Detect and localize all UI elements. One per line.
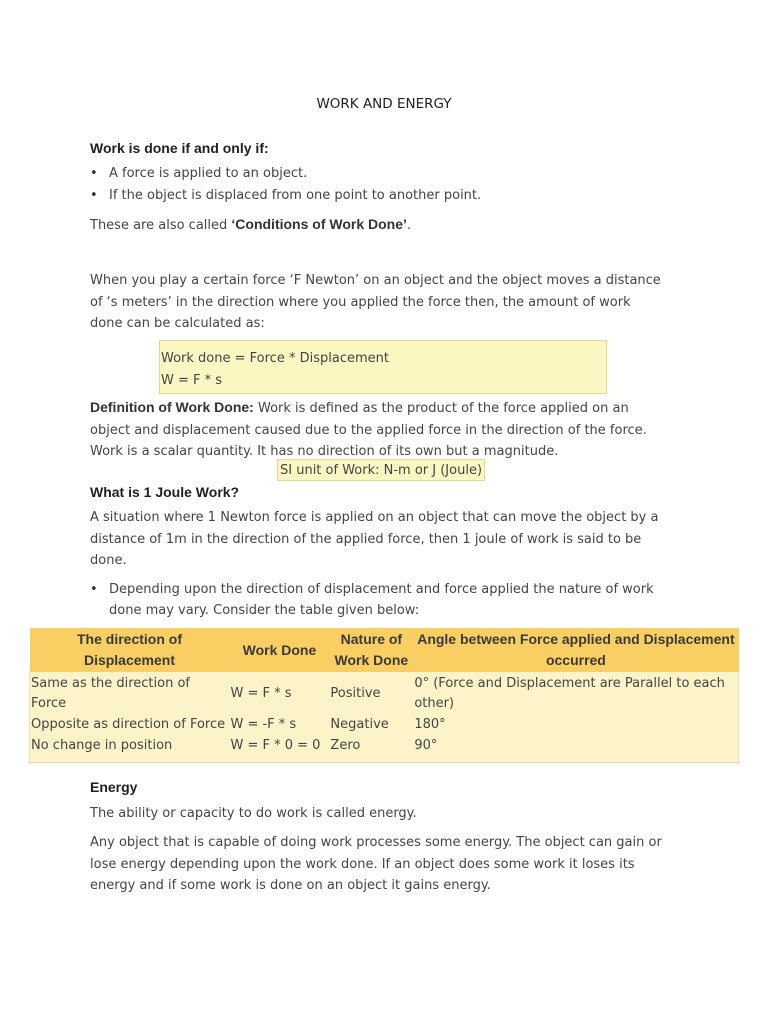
paragraph-line: of ‘s meters’ in the direction where you applied the force then, the amount of work [90, 294, 631, 310]
list-item [90, 579, 730, 621]
cell-nature: Negative [329, 715, 413, 736]
paragraph-line: When you play a certain force ‘F Newton’ on an object and the object moves a distance [90, 273, 661, 288]
cell-angle: 180° [413, 715, 738, 736]
energy-heading: Energy [90, 779, 138, 795]
work-conditions-list [90, 163, 730, 207]
formula-line-2: W = F * s [161, 373, 223, 388]
header-work-done: Work Done [229, 628, 329, 672]
joule-paragraph [90, 507, 658, 572]
cell-direction: Same as the direction of Force [30, 672, 230, 715]
page-title: WORK AND ENERGY [316, 96, 452, 112]
intro-paragraph [90, 270, 661, 335]
definition-line-2: object and displacement caused due to the applied force in the direction of the force. [90, 422, 647, 438]
definition-paragraph [90, 397, 647, 463]
definition-line-1 [90, 397, 647, 420]
energy-definition: The ability or capacity to do work is called energy. [90, 806, 417, 821]
definition-line-3: Work is a scalar quantity. It has no direction of its own but a magnitude. [90, 444, 559, 459]
joule-heading: What is 1 Joule Work? [90, 484, 240, 500]
cell-nature: Positive [329, 672, 413, 715]
paragraph-line: energy and if some work is done on an object it gains energy. [90, 878, 491, 893]
definition-label: Definition of Work Done: [90, 399, 254, 415]
table-row [30, 736, 739, 763]
paragraph-line: lose energy depending upon the work done. If an object does some work it loses its [90, 856, 635, 872]
si-unit-box: SI unit of Work: N-m or J (Joule) [277, 459, 485, 481]
paragraph-line: distance of 1m in the direction of the applied force, then 1 joule of work is said to be [90, 531, 642, 547]
cell-direction: No change in position [30, 736, 230, 763]
work-done-heading: Work is done if and only if: [90, 140, 269, 156]
table-header-row [30, 628, 739, 672]
table-intro-list [90, 579, 730, 621]
conditions-suffix: . [406, 218, 412, 233]
paragraph-line: done. [90, 553, 127, 568]
paragraph-line: A situation where 1 Newton force is applied on an object that can move the object by a [90, 510, 659, 525]
header-direction: The direction of Displacement [30, 628, 230, 672]
table-row [30, 715, 739, 736]
formula-line-1: Work done = Force * Displacement [161, 351, 389, 366]
table-row [30, 672, 739, 715]
paragraph-line: Any object that is capable of doing work processes some energy. The object can gain or [90, 835, 662, 850]
cell-work-done: W = F * 0 = 0 [229, 736, 329, 763]
paragraph-line: done can be calculated as: [90, 316, 265, 331]
cell-angle: 90° [413, 736, 738, 763]
bullet-line: done may vary. Consider the table given below: [109, 603, 420, 618]
conditions-strong: ‘Conditions of Work Done’ [231, 216, 407, 232]
conditions-prefix: These are also called [90, 218, 232, 233]
work-done-table [29, 628, 739, 763]
header-nature: Nature of Work Done [329, 628, 413, 672]
list-item: • If the object is displaced from one point to another point. [90, 185, 730, 207]
cell-work-done: W = F * s [229, 672, 329, 715]
formula-box [159, 340, 607, 394]
cell-work-done: W = -F * s [229, 715, 329, 736]
energy-paragraph [90, 832, 662, 897]
definition-text: Work is defined as the product of the force applied on an [253, 401, 629, 416]
bullet-line: • Depending upon the direction of displacement and force applied the nature of work [109, 582, 654, 597]
header-angle: Angle between Force applied and Displacement occurred [413, 628, 738, 672]
conditions-sentence [90, 214, 411, 237]
cell-angle: 0° (Force and Displacement are Parallel to each other) [413, 672, 738, 715]
cell-direction: Opposite as direction of Force [30, 715, 230, 736]
cell-nature: Zero [329, 736, 413, 763]
list-item: • A force is applied to an object. [90, 163, 730, 185]
